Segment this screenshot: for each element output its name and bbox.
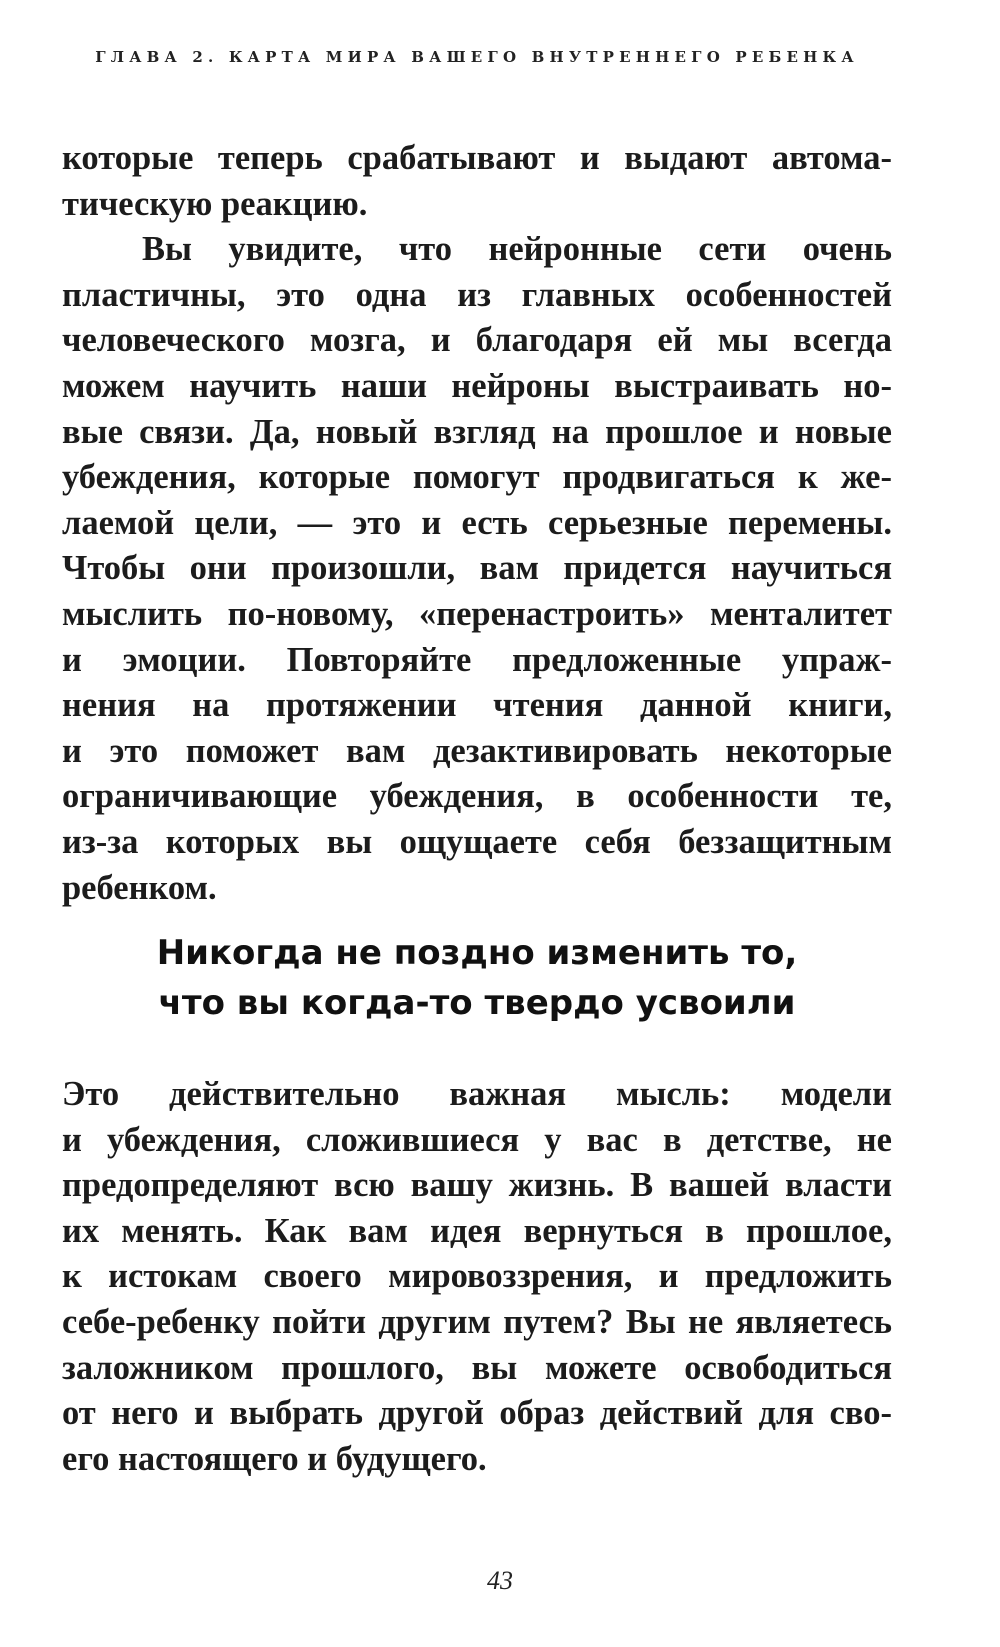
text-block-bottom (62, 1072, 892, 1482)
text-line: ограничивающие убеждения, в особенности те, (62, 777, 892, 816)
text-line: к истокам своего мировоззрения, и предложить (62, 1257, 892, 1296)
text-line: и эмоции. Повторяйте предложенные упраж- (62, 640, 892, 679)
text-line: из-за которых вы ощущаете себя беззащитным (62, 822, 892, 861)
section-heading (62, 928, 892, 1028)
section-heading-line: что вы когда-то твердо усвоили (158, 983, 796, 1023)
text-line: тическую реакцию. (62, 184, 368, 223)
text-line: Вы увидите, что нейронные сети очень (142, 230, 892, 269)
text-line: ребенком. (62, 868, 217, 907)
running-head: ГЛАВА 2. КАРТА МИРА ВАШЕГО ВНУТРЕННЕГО РЕБЕНКА (95, 48, 859, 66)
text-line: себе-ребенку пойти другим путем? Вы не являетесь (62, 1302, 892, 1341)
text-line: Это действительно важная мысль: модели (62, 1075, 892, 1113)
text-line: Чтобы они произошли, вам придется научиться (62, 549, 892, 588)
text-line: его настоящего и будущего. (62, 1439, 487, 1478)
text-line: нения на протяжении чтения данной книги, (62, 686, 892, 725)
text-line: заложником прошлого, вы можете освободиться (62, 1348, 892, 1387)
text-line: человеческого мозга, и благодаря ей мы всегда (62, 321, 892, 360)
text-line: мыслить по-новому, «перенастроить» менталитет (62, 594, 892, 633)
page-number: 43 (487, 1566, 513, 1595)
text-line: их менять. Как вам идея вернуться в прошлое, (62, 1211, 892, 1250)
section-heading-line: Никогда не поздно изменить то, (156, 933, 798, 973)
text-line: убеждения, которые помогут продвигаться к же- (62, 458, 892, 497)
text-line: можем научить наши нейроны выстраивать но- (62, 366, 892, 405)
text-block-top (62, 136, 892, 911)
text-line: и убеждения, сложившиеся у вас в детстве, не (62, 1120, 892, 1159)
text-line: и это поможет вам дезактивировать некоторые (62, 731, 892, 770)
text-line: которые теперь срабатывают и выдают автома- (62, 139, 892, 177)
text-line: лаемой цели, — это и есть серьезные перемены. (62, 503, 892, 542)
text-line: от него и выбрать другой образ действий для сво- (62, 1394, 892, 1433)
text-line: вые связи. Да, новый взгляд на прошлое и новые (62, 412, 892, 451)
text-line: пластичны, это одна из главных особенностей (62, 275, 892, 314)
text-line: предопределяют всю вашу жизнь. В вашей власти (62, 1166, 892, 1205)
